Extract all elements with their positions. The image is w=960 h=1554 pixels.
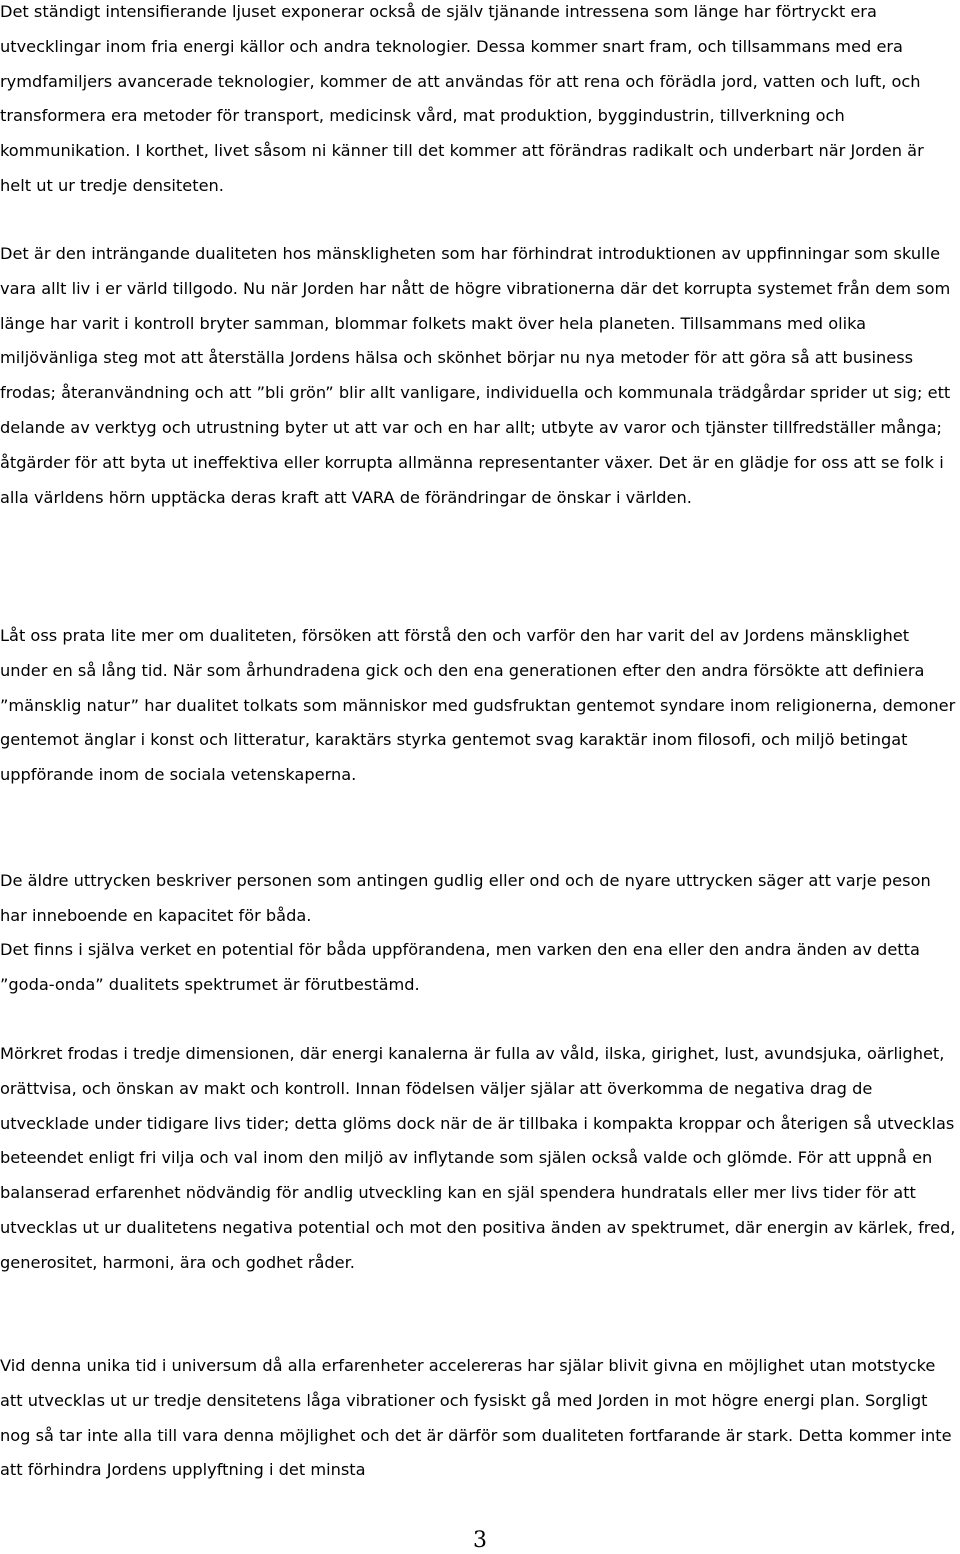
paragraph-1: Det ständigt intensifierande ljuset exponerar också de själv tjänande intressena som länge har förtryckt era utvecklingar inom fria energi källor och andra teknologier. Dessa kommer snart fram, och tillsammans med era rymdfamiljers avancerade teknologier, kommer de att användas för att rena och förädla jord, vatten och luft, och transformera era metoder för transport, medicinsk vård, mat produktion, byggindustrin, tillverkning och kommunikation. I korthet, livet såsom ni känner till det kommer att förändras radikalt och underbart när Jorden är helt ut ur tredje densiteten. bbox=[0, 2, 924, 195]
paragraph-4: De äldre uttrycken beskriver personen som antingen gudlig eller ond och de nyare uttrycken säger att varje peson har inneboende en kapacitet för båda. bbox=[0, 871, 931, 925]
paragraph-3: Låt oss prata lite mer om dualiteten, försöken att förstå den och varför den har varit del av Jordens mänsklighet under en så lång tid. När som århundradena gick och den ena generationen efter den andra försökte att definiera ”mänsklig natur” har dualitet tolkats som människor med gudsfruktan gentemot syndare inom religionerna, demoner gentemot änglar i konst och litteratur, karaktärs styrka gentemot svag karaktär inom filosofi, och miljö betingat uppförande inom de sociala vetenskaperna. bbox=[0, 626, 956, 785]
paragraph-6: Mörkret frodas i tredje dimensionen, där energi kanalerna är fulla av våld, ilska, girighet, lust, avundsjuka, oärlighet, orättvisa, och önskan av makt och kontroll. Innan födelsen väljer själar att överkomma de negativa drag de utvecklade under tidigare livs tider; detta glöms dock när de är tillbaka i kompakta kroppar och återigen så utvecklas beteendet enligt fri vilja och val inom den miljö av inflytande som själen också valde och glömde. För att uppnå en balanserad erfarenhet nödvändig för andlig utveckling kan en själ spendera hundratals eller mer livs tider för att utvecklas ut ur dualitetens negativa potential och mot den positiva änden av spektrumet, där energin av kärlek, fred, generositet, harmoni, ära och godhet råder. bbox=[0, 1044, 956, 1272]
paragraph-2: Det är den inträngande dualiteten hos mänskligheten som har förhindrat introduktionen av uppfinningar som skulle vara allt liv i er värld tillgodo. Nu när Jorden har nått de högre vibrationerna där det korrupta systemet från dem som länge har varit i kontroll bryter samman, blommar folkets makt över hela planeten. Tillsammans med olika miljövänliga steg mot att återställa Jordens hälsa och skönhet börjar nu nya metoder för att göra så att business frodas; återanvändning och att ”bli grön” blir allt vanligare, individuella och kommunala trädgårdar sprider ut sig; ett delande av verktyg och utrustning byter ut att var och en har allt; utbyte av varor och tjänster tillfredställer många; åtgärder för att byta ut ineffektiva eller korrupta allmänna representanter växer. Det är en glädje for oss att se folk i alla världens hörn upptäcka deras kraft att VARA de förändringar de önskar i världen. bbox=[0, 244, 951, 507]
paragraph-5: Det finns i själva verket en potential för båda uppförandena, men varken den ena eller den andra änden av detta ”goda-onda” dualitets spektrumet är förutbestämd. bbox=[0, 940, 920, 994]
page-number: 3 bbox=[473, 1528, 487, 1553]
paragraph-7: Vid denna unika tid i universum då alla erfarenheter accelereras har själar blivit givna en möjlighet utan motstycke att utvecklas ut ur tredje densitetens låga vibrationer och fysiskt gå med Jorden in mot högre energi plan. Sorgligt nog så tar inte alla till vara denna möjlighet och det är därför som dualiteten fortfarande är stark. Detta kommer inte att förhindra Jordens upplyftning i det minsta bbox=[0, 1356, 952, 1480]
